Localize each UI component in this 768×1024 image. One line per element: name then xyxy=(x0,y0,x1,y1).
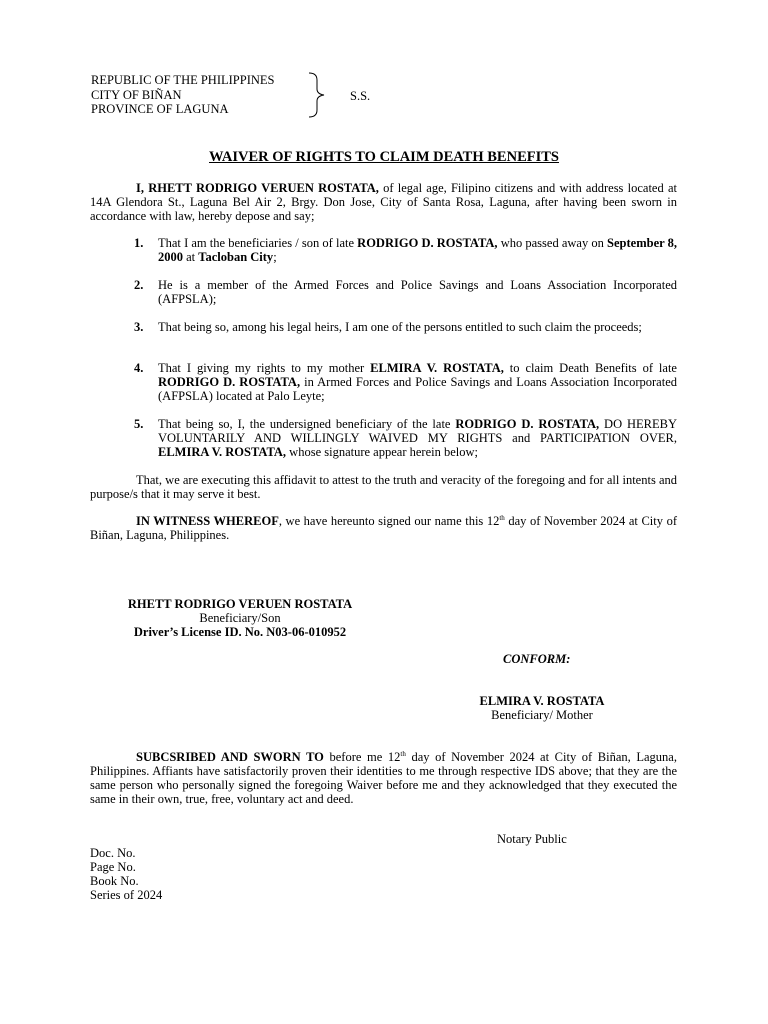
document-title: WAIVER OF RIGHTS TO CLAIM DEATH BENEFITS xyxy=(209,149,559,165)
venue-republic: REPUBLIC OF THE PHILIPPINES xyxy=(91,73,275,87)
list-item-3 xyxy=(134,320,677,334)
intro-text: of legal age, Filipino citizens and with address located at 14A Glendora St., Laguna Bel Air 2, Brgy. Don Jose, City of Santa Rosa, Laguna, after having been sworn in accordance with law, hereby depose and say; xyxy=(90,181,677,223)
witness-paragraph: IN WITNESS WHEREOF, we have hereunto signed our name this 12th day of November 2024 at City of Biñan, Laguna, Philippines. xyxy=(90,514,677,542)
list-item-4 xyxy=(134,361,677,403)
doc-info-block xyxy=(90,846,162,902)
item-text: That being so, I, the undersigned beneficiary of the late RODRIGO D. ROSTATA, DO HEREBY VOLUNTARILY AND WILLINGLY WAIVED MY RIGHTS and PARTICIPATION OVER, ELMIRA V. ROSTATA, whose signature appear herein below; xyxy=(158,417,677,459)
item-number: 5. xyxy=(134,417,144,431)
notary-public-label: Notary Public xyxy=(497,832,567,846)
venue-city: CITY OF BIÑAN xyxy=(91,87,182,102)
affidavit-paragraph: That, we are executing this affidavit to attest to the truth and veracity of the foregoing and for all intents and purpose/s that it may serve it best. xyxy=(90,473,677,501)
signature-block-son xyxy=(95,597,385,639)
item-text: That I am the beneficiaries / son of late RODRIGO D. ROSTATA, who passed away on September 8, 2000 at Tacloban City; xyxy=(158,236,677,264)
item-text: That being so, among his legal heirs, I am one of the persons entitled to such claim the proceeds; xyxy=(158,320,642,334)
conform-label: CONFORM: xyxy=(503,652,571,666)
list-item-5 xyxy=(134,417,677,459)
venue-province: PROVINCE OF LAGUNA xyxy=(91,102,229,116)
signature-block-mother xyxy=(440,694,644,722)
list-item-2 xyxy=(134,278,677,306)
book-number: Book No. xyxy=(90,874,139,888)
list-item-1 xyxy=(134,236,677,264)
signatory-role: Beneficiary/ Mother xyxy=(491,708,593,722)
item-number: 4. xyxy=(134,361,144,375)
page-number: Page No. xyxy=(90,860,136,874)
intro-paragraph xyxy=(90,181,677,223)
venue-block xyxy=(91,73,274,117)
item-number: 3. xyxy=(134,320,144,334)
jurat-paragraph: SUBCSRIBED AND SWORN TO before me 12th day of November 2024 at City of Biñan, Laguna, Philippines. Affiants have satisfactorily proven their identities to me through respective IDS above; that they are the same person who personally signed the foregoing Waiver before me and they acknowledged that they executed the same in their own, true, free, voluntary act and deed. xyxy=(90,750,677,806)
series: Series of 2024 xyxy=(90,888,163,902)
item-text: He is a member of the Armed Forces and Police Savings and Loans Association Incorporated (AFPSLA); xyxy=(158,278,677,306)
item-number: 1. xyxy=(134,236,144,250)
signatory-name: RHETT RODRIGO VERUEN ROSTATA xyxy=(127,597,353,611)
signatory-id: Driver’s License ID. No. N03-06-010952 xyxy=(133,625,347,639)
ss-label: S.S. xyxy=(350,89,371,103)
jurat-lead: SUBCSRIBED AND SWORN TO xyxy=(136,750,324,764)
item-number: 2. xyxy=(134,278,144,292)
brace-icon xyxy=(306,72,328,118)
item-text: That I giving my rights to my mother ELMIRA V. ROSTATA, to claim Death Benefits of late RODRIGO D. ROSTATA, in Armed Forces and Police Savings and Loans Association Incorporated (AFPSLA) located at Palo Leyte; xyxy=(158,361,677,403)
signatory-name: ELMIRA V. ROSTATA xyxy=(479,694,605,708)
doc-number: Doc. No. xyxy=(90,846,136,860)
witness-lead: IN WITNESS WHEREOF xyxy=(136,514,279,528)
affiant-name: I, RHETT RODRIGO VERUEN ROSTATA, xyxy=(136,181,379,195)
signatory-role: Beneficiary/Son xyxy=(199,611,281,625)
